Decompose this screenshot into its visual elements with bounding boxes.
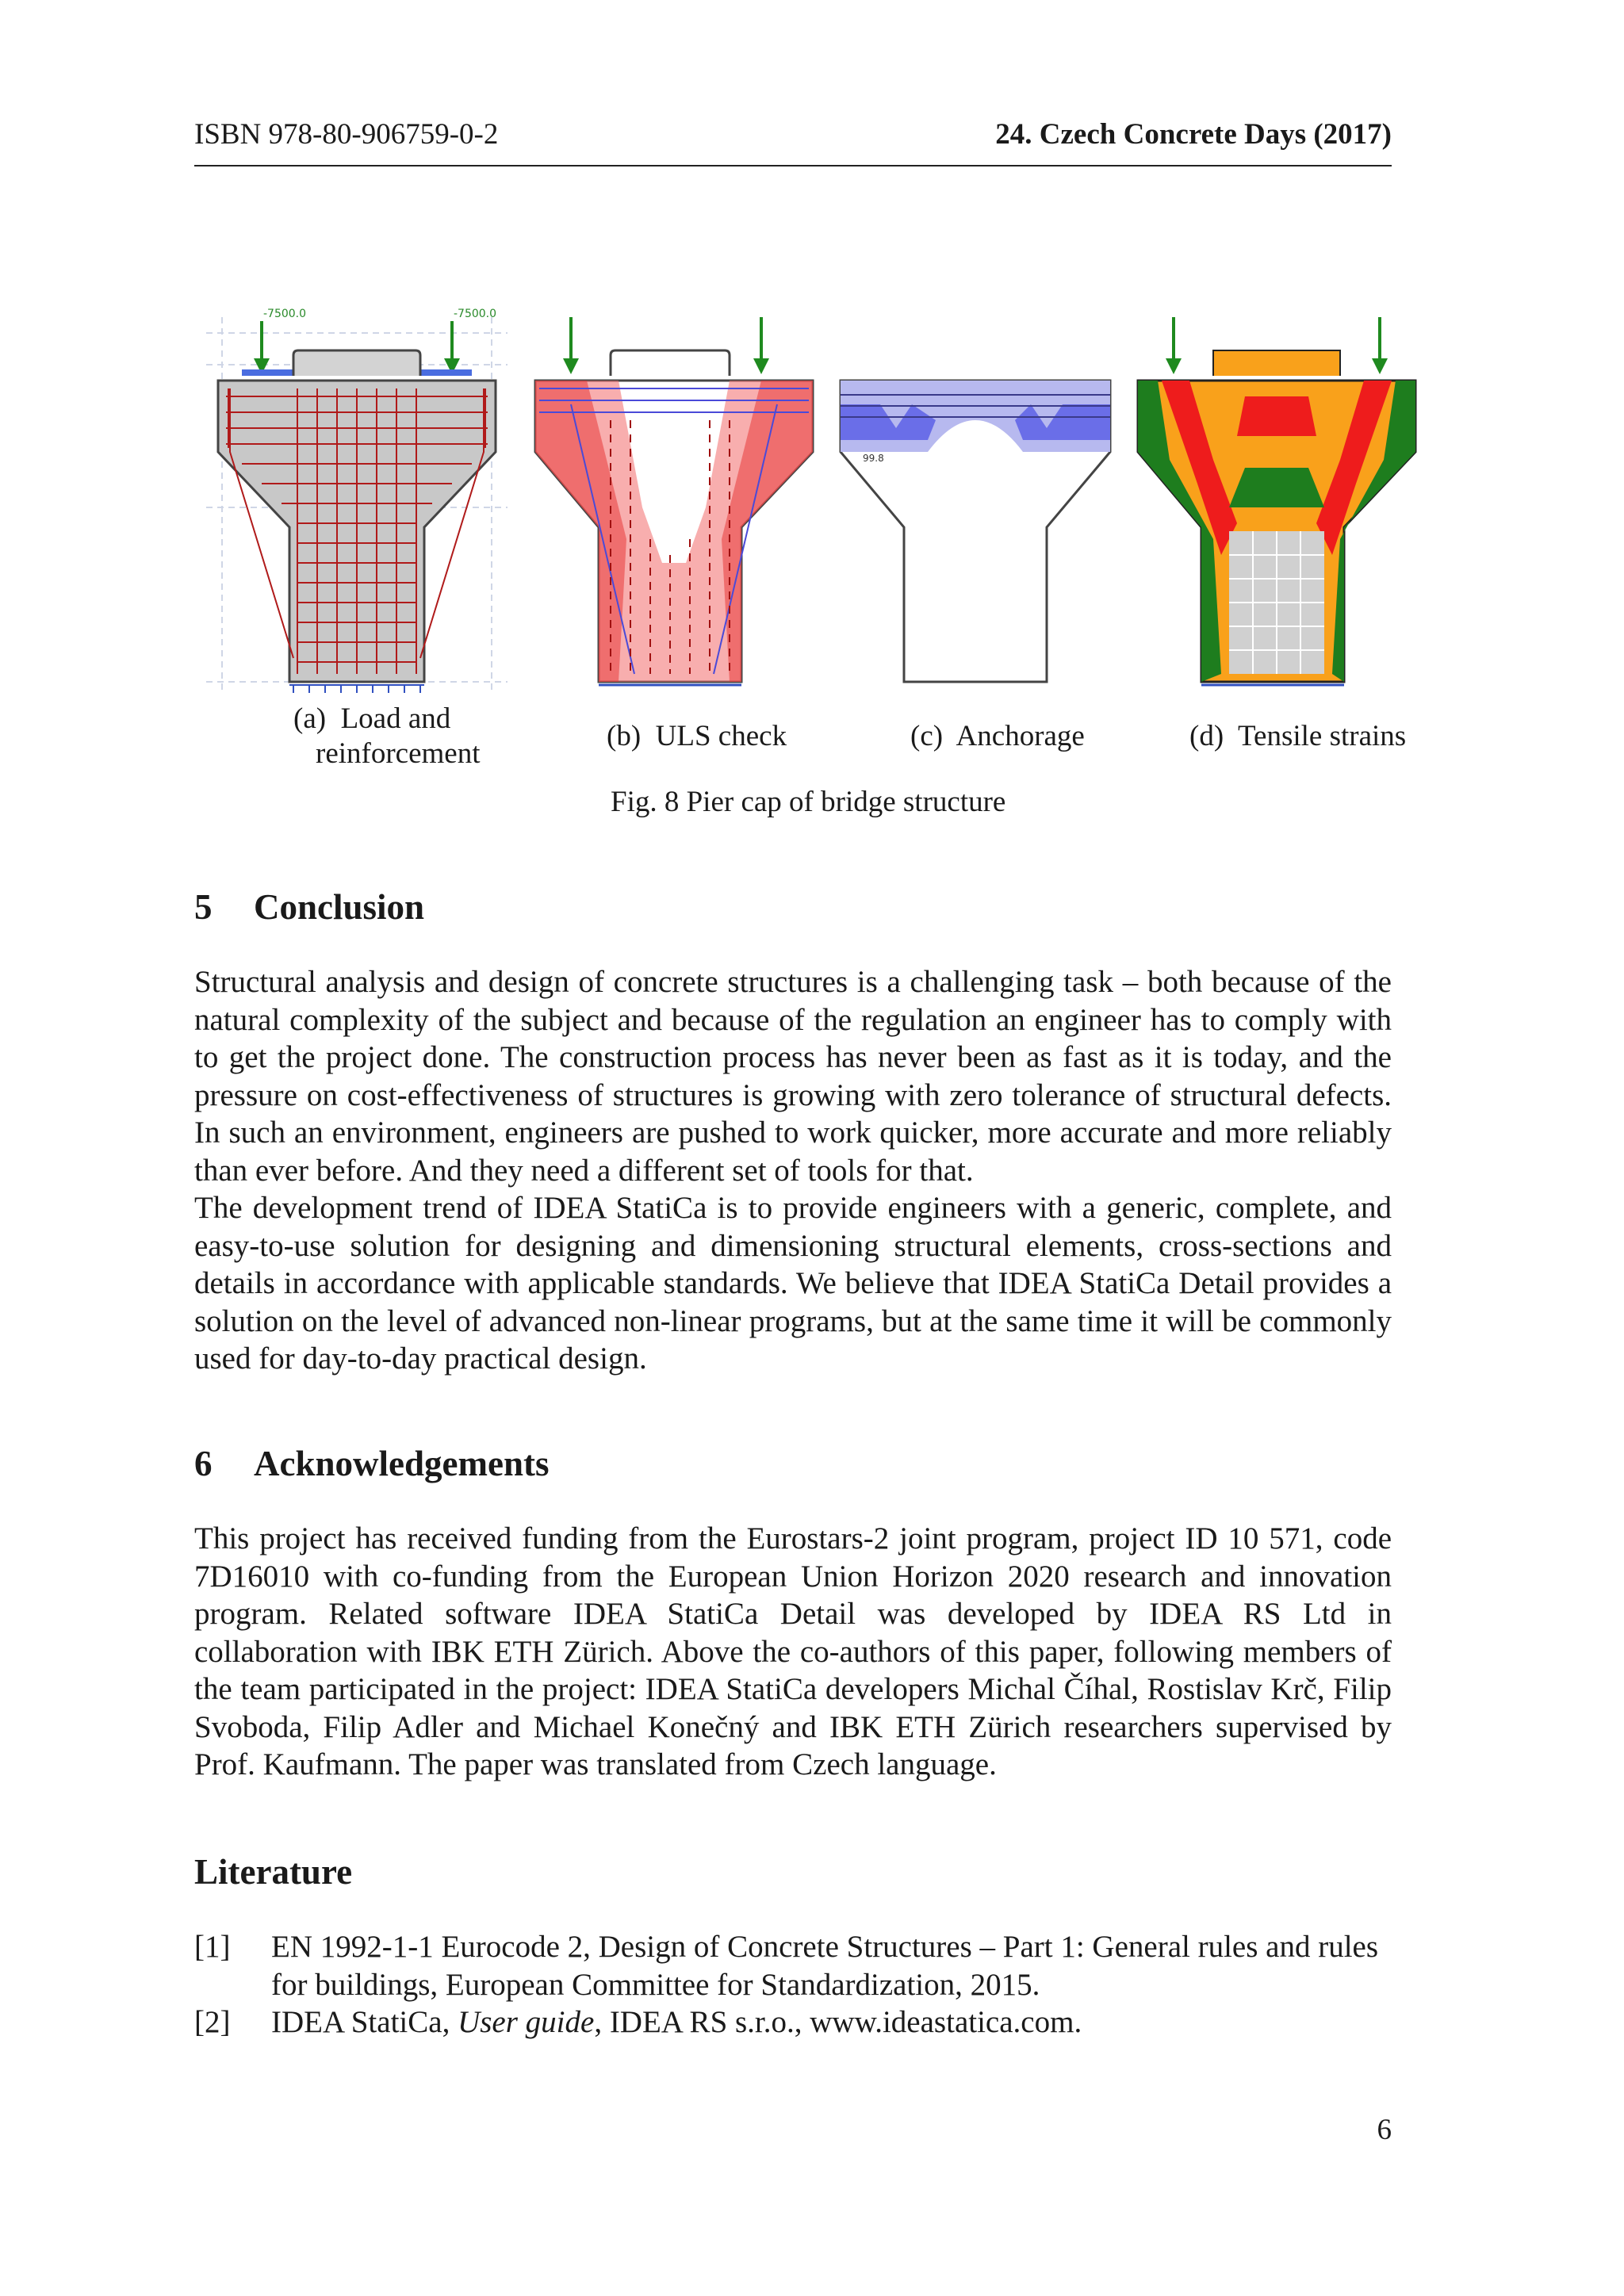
caption-a-text: Load and bbox=[340, 702, 451, 735]
acknowledgements-number: 6 bbox=[194, 1444, 213, 1483]
caption-c-label: (c) bbox=[910, 720, 944, 752]
caption-d-label: (d) bbox=[1189, 720, 1224, 752]
caption-d-text: Tensile strains bbox=[1238, 720, 1407, 752]
conclusion-paragraph-2: The development trend of IDEA StatiCa is to provide engineers with a generic, complete, and easy-to-use solution for designing and dimensioning structural elements, cross-sections and details in accordance with applicable standards. We believe that IDEA StatiCa Detail provides a solution on the level of advanced non-linear programs, but at the same time it will be commonly used for day-to-day practical design. bbox=[194, 1191, 1392, 1376]
acknowledgements-paragraph: This project has received funding from the Eurostars-2 joint program, project ID 10 571, code 7D16010 with co-funding from the European Union Horizon 2020 research and innovation program. Related software IDEA StatiCa Detail was developed by IDEA RS Ltd in collaboration with IBK ETH Zürich. Above the co-authors of this paper, following members of the team participated in the project: IDEA StatiCa developers Michal Číhal, Rostislav Krč, Filip Svoboda, Filip Adler and Michael Konečný and IBK ETH Zürich researchers supervised by Prof. Kaufmann. The paper was translated from Czech language. bbox=[194, 1521, 1392, 1781]
panel-d-drawing bbox=[1126, 301, 1427, 698]
figure-8 bbox=[198, 301, 1435, 770]
acknowledgements-heading bbox=[194, 1443, 549, 1484]
panel-a-drawing bbox=[198, 301, 515, 698]
conference-title: 24. Czech Concrete Days (2017) bbox=[995, 118, 1392, 151]
isbn: ISBN 978-80-906759-0-2 bbox=[194, 118, 499, 151]
caption-c-text: Anchorage bbox=[956, 720, 1085, 752]
load-label-right: -7500.0 bbox=[454, 308, 497, 320]
reference-list bbox=[194, 1928, 1392, 2042]
reference-label: [1] bbox=[194, 1930, 231, 1964]
load-label-left: -7500.0 bbox=[263, 308, 307, 320]
caption-a-label: (a) bbox=[293, 702, 327, 735]
caption-b-text: ULS check bbox=[655, 720, 787, 752]
caption-b-label: (b) bbox=[607, 720, 642, 752]
conclusion-heading bbox=[194, 886, 424, 928]
reference-text-before: IDEA StatiCa, bbox=[271, 2005, 458, 2039]
caption-d bbox=[1189, 719, 1406, 754]
page-header bbox=[194, 117, 1392, 166]
acknowledgements-title: Acknowledgements bbox=[254, 1444, 550, 1483]
caption-a bbox=[293, 702, 481, 771]
panel-load-reinforcement bbox=[198, 301, 515, 698]
page-number: 6 bbox=[1377, 2114, 1392, 2146]
reference-title-italic: User guide bbox=[458, 2005, 595, 2039]
literature-heading: Literature bbox=[194, 1852, 353, 1892]
caption-a-text-line2: reinforcement bbox=[316, 737, 481, 770]
panel-tensile-strains bbox=[1126, 301, 1427, 698]
reference-text-after: , IDEA RS s.r.o., www.ideastatica.com. bbox=[594, 2005, 1082, 2039]
panel-b-drawing bbox=[523, 301, 825, 698]
caption-b bbox=[607, 719, 787, 754]
reference-label: [2] bbox=[194, 2005, 231, 2039]
reference-text: EN 1992-1-1 Eurocode 2, Design of Concrete Structures – Part 1: General rules and rules for buildings, European Committee for Standardization, 2015. bbox=[271, 1930, 1379, 2002]
caption-c bbox=[910, 719, 1085, 754]
figure-caption: Fig. 8 Pier cap of bridge structure bbox=[611, 786, 1006, 818]
conclusion-paragraph-1: Structural analysis and design of concrete structures is a challenging task – both because of the natural complexity of the subject and because of the regulation an engineer has to comply with to get the project done. The construction process has never been as fast as it is today, and the pressure on cost-effectiveness of structures is growing with zero tolerance of structural defects. In such an environment, engineers are pushed to work quicker, more accurate and more reliably than ever before. And they need a different set of tools for that. bbox=[194, 965, 1392, 1188]
panel-anchorage bbox=[833, 301, 1118, 698]
conclusion-title: Conclusion bbox=[254, 887, 425, 927]
panel-uls-check bbox=[523, 301, 825, 698]
reference-item bbox=[194, 1928, 1392, 2003]
anchorage-value: 99.8 bbox=[863, 453, 884, 464]
reference-item bbox=[194, 2003, 1392, 2042]
conclusion-number: 5 bbox=[194, 887, 213, 927]
panel-c-drawing bbox=[833, 301, 1118, 698]
